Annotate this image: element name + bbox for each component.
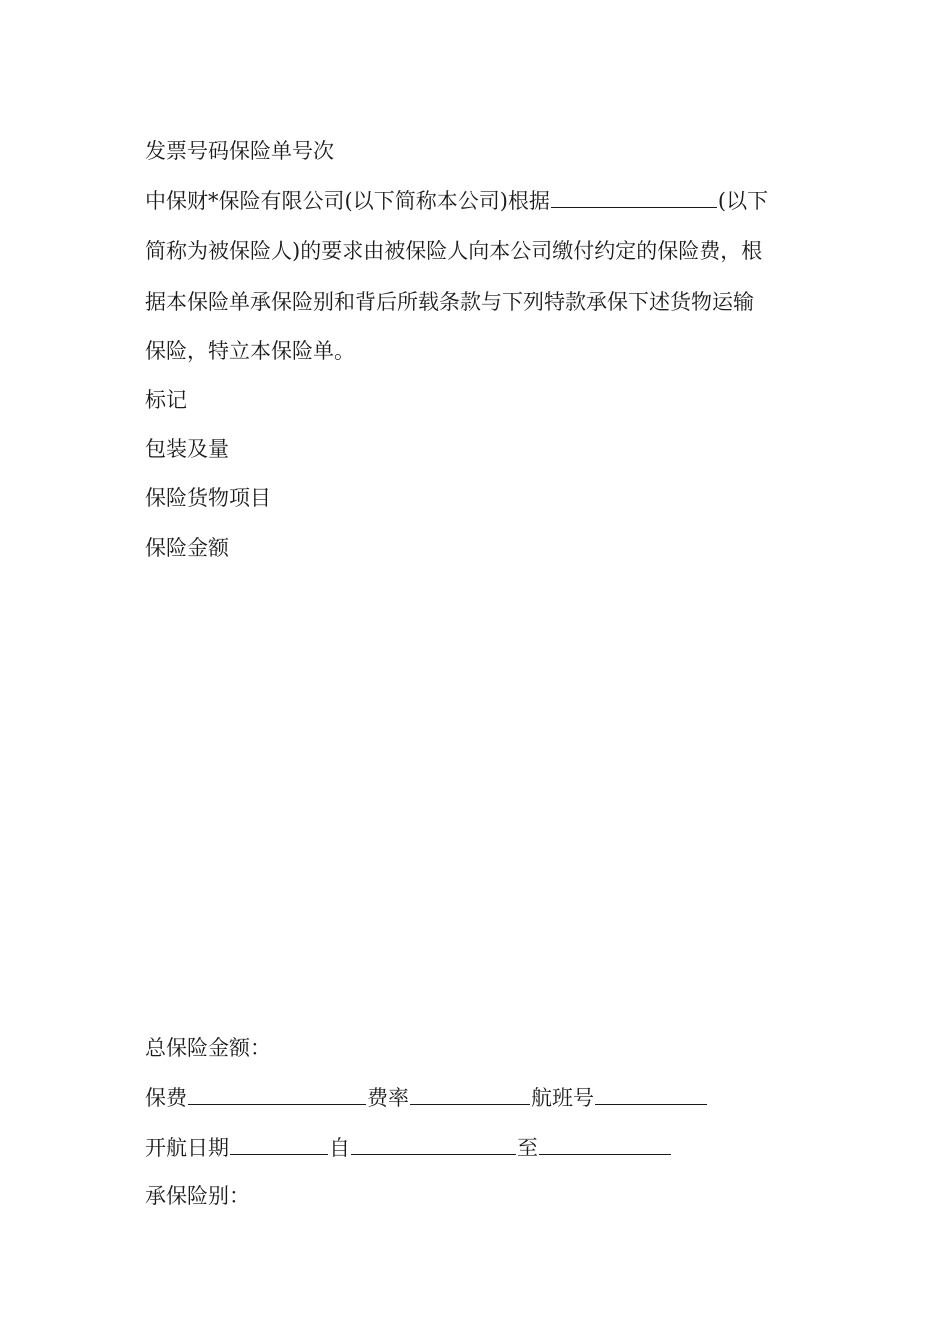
invoice-policy-number-line	[145, 136, 334, 166]
from-blank[interactable]	[351, 1132, 516, 1155]
to-label: 至	[517, 1136, 538, 1160]
departure-date-blank[interactable]	[230, 1132, 328, 1155]
total-amount-label: 总保险金额：	[145, 1036, 271, 1060]
intro-line-1	[145, 185, 768, 216]
rate-label: 费率	[367, 1086, 409, 1110]
intro-line-4	[145, 336, 355, 366]
goods-label: 保险货物项目	[145, 486, 271, 510]
goods-field	[145, 483, 271, 513]
premium-rate-flight-line	[145, 1082, 708, 1113]
marks-field	[145, 385, 187, 415]
invoice-policy-number-label: 发票号码保险单号次	[145, 139, 334, 163]
to-blank[interactable]	[539, 1132, 671, 1155]
insured-name-blank[interactable]	[551, 185, 717, 208]
packing-field	[145, 434, 229, 464]
intro-line-2	[145, 236, 762, 266]
departure-route-line	[145, 1132, 672, 1163]
flight-no-blank[interactable]	[595, 1082, 707, 1105]
intro-line-3-text: 据本保险单承保险别和背后所载条款与下列特款承保下述货物运输	[145, 290, 754, 314]
coverage-label: 承保险别：	[145, 1184, 250, 1208]
intro-line-2-text: 简称为被保险人)的要求由被保险人向本公司缴付约定的保险费，根	[145, 239, 763, 263]
amount-field	[145, 533, 229, 563]
packing-label: 包装及量	[145, 437, 229, 461]
amount-label: 保险金额	[145, 536, 229, 560]
rate-blank[interactable]	[410, 1082, 530, 1105]
total-amount-field	[145, 1033, 271, 1063]
from-label: 自	[329, 1136, 350, 1160]
flight-no-label: 航班号	[531, 1086, 594, 1110]
intro-line-3	[145, 287, 754, 317]
premium-blank[interactable]	[188, 1082, 366, 1105]
coverage-field	[145, 1181, 250, 1211]
intro-line-1-prefix: 中保财*保险有限公司(以下简称本公司)根据	[145, 189, 550, 213]
departure-date-label: 开航日期	[145, 1136, 229, 1160]
marks-label: 标记	[145, 388, 187, 412]
intro-line-4-text: 保险，特立本保险单。	[145, 339, 355, 363]
intro-line-1-suffix: (以下	[717, 189, 769, 213]
premium-label: 保费	[145, 1086, 187, 1110]
